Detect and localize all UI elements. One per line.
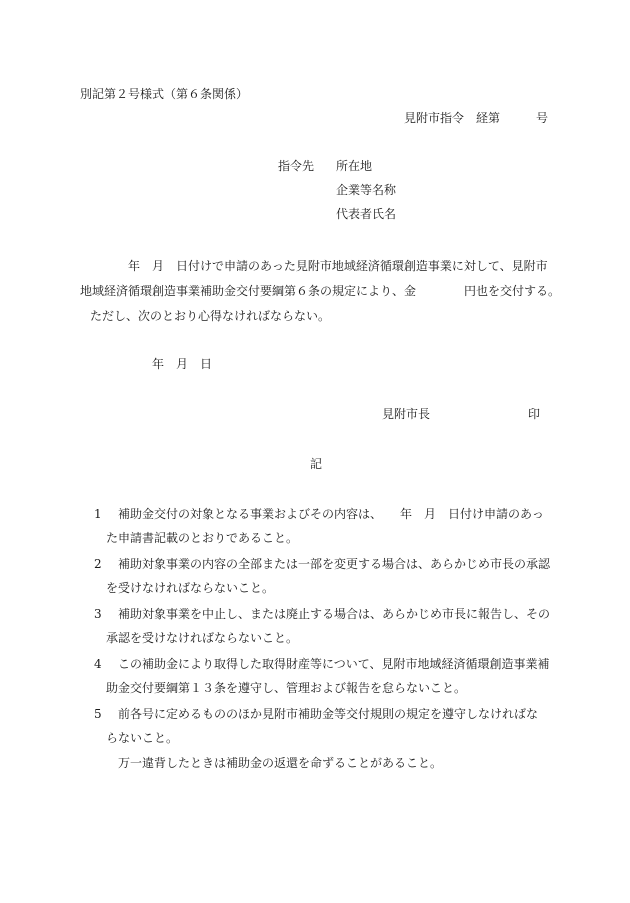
body-line-3: ただし、次のとおり心得なければならない。 bbox=[90, 309, 331, 323]
recipient-company-label: 企業等名称 bbox=[336, 183, 397, 197]
body-line-2: 地域経済循環創造事業補助金交付要綱第６条の規定により、金 円也を交付する。 bbox=[80, 284, 561, 298]
body-line-1: 年 月 日付けで申請のあった見附市地域経済循環創造事業に対して、見附市 bbox=[128, 259, 548, 273]
recipient-address-label: 所在地 bbox=[336, 159, 373, 173]
condition-number: 5 bbox=[94, 707, 102, 721]
condition-number: 4 bbox=[94, 657, 102, 671]
recipient-representative-label: 代表者氏名 bbox=[336, 207, 397, 221]
condition-number: 3 bbox=[94, 607, 102, 621]
condition-text: 補助金交付の対象となる事業およびその内容は、 年 月 日付け申請のあっ bbox=[118, 507, 544, 521]
issuer-title: 見附市長 bbox=[382, 407, 431, 421]
condition-number: 2 bbox=[94, 557, 102, 571]
document-number: 見附市指令 経第 号 bbox=[404, 111, 549, 125]
condition-text-continued: を受けなければならないこと。 bbox=[106, 581, 275, 595]
form-label: 別記第２号様式（第６条関係） bbox=[80, 87, 249, 101]
condition-text-continued: らないこと。 bbox=[106, 731, 179, 745]
recipient-prefix: 指令先 bbox=[278, 159, 315, 173]
condition-text-continued: 助金交付要綱第１３条を遵守し、管理および報告を怠らないこと。 bbox=[106, 681, 467, 695]
condition-text-continued: た申請書記載のとおりであること。 bbox=[106, 531, 299, 545]
closing-note: 万一違背したときは補助金の返還を命ずることがあること。 bbox=[118, 756, 443, 770]
condition-number: 1 bbox=[94, 507, 102, 521]
section-heading: 記 bbox=[310, 457, 323, 471]
condition-text: 前各号に定めるもののほか見附市補助金等交付規則の規定を遵守しなければな bbox=[118, 707, 539, 721]
condition-text: この補助金により取得した取得財産等について、見附市地域経済循環創造事業補 bbox=[118, 657, 550, 671]
condition-text-continued: 承認を受けなければならないこと。 bbox=[106, 631, 299, 645]
issuer-seal: 印 bbox=[528, 407, 541, 421]
condition-text: 補助対象事業の内容の全部または一部を変更する場合は、あらかじめ市長の承認 bbox=[118, 557, 551, 571]
condition-text: 補助対象事業を中止し、または廃止する場合は、あらかじめ市長に報告し、その bbox=[118, 607, 551, 621]
issue-date: 年 月 日 bbox=[152, 357, 213, 371]
